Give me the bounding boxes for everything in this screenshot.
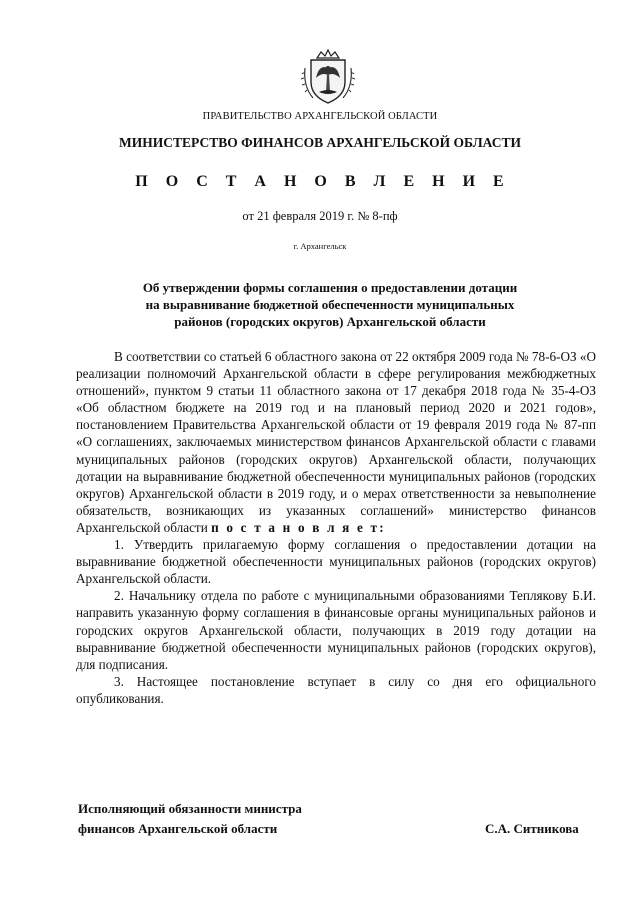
document-city: г. Архангельск [293, 241, 347, 251]
item-paragraph: 3. Настоящее постановление вступает в силу со дня его официального опубликования. [76, 673, 596, 706]
title-line: районов (городских округов) Архангельской области [174, 314, 486, 329]
document-type: П О С Т А Н О В Л Е Н И Е [135, 173, 511, 190]
title-line: Об утверждении формы соглашения о предоставлении дотации [142, 280, 518, 295]
item-paragraph: 1. Утвердить прилагаемую форму соглашения о предоставлении дотации на выравнивание бюджетной обеспеченности муниципальных районов (городских округов) Архангельской области. [76, 537, 596, 587]
signatory-position [78, 799, 302, 839]
resolves-colon: : [379, 519, 384, 535]
position-line: финансов Архангельской области [78, 821, 278, 836]
position-line: Исполняющий обязанности министра [78, 801, 302, 816]
signatory-name: С.А. Ситникова [485, 821, 579, 836]
title-line: на выравнивание бюджетной обеспеченности муниципальных [145, 297, 515, 312]
preamble-paragraph [76, 348, 596, 536]
coat-of-arms-icon [299, 48, 357, 106]
resolves-word: п о с т а н о в л я е т [211, 519, 380, 535]
preamble-text: В соответствии со статьей 6 областного закона от 22 октября 2009 года № 78-6-ОЗ «О реализации полномочий Архангельской области в сфере регулирования межбюджетных отношений», пунктом 9 статьи 11 областного закона от 17 декабря 2018 года № 35-4-ОЗ «Об областном бюджете на 2019 год и на плановый период 2020 и 2021 годов», постановлением Правительства Архангельской области от 19 февраля 2019 года № 87-пп «О соглашениях, заключаемых министерством финансов Архангельской области с главами муниципальных районов (городских округов) Архангельской области, получающих дотации на выравнивание бюджетной обеспеченности муниципальных районов (городских округов) Архангельской области в 2019 году, и о мерах ответственности за невыполнение обязательств, возникающих из указанных соглашений» министерство финансов Архангельской области [76, 349, 596, 535]
document-title [80, 279, 580, 330]
government-name: ПРАВИТЕЛЬСТВО АРХАНГЕЛЬСКОЙ ОБЛАСТИ [202, 111, 438, 122]
item-paragraph: 2. Начальнику отдела по работе с муниципальными образованиями Теплякову Б.И. направить указанную форму соглашения в финансовые органы муниципальных районов и городских округов Архангельской области, получающих в 2019 году дотации на выравнивание бюджетной обеспеченности муниципальных районов (городских округов), для подписания. [76, 588, 596, 672]
document-date-number: от 21 февраля 2019 г. № 8-пф [242, 209, 398, 223]
document-body [76, 348, 596, 707]
ministry-name: МИНИСТЕРСТВО ФИНАНСОВ АРХАНГЕЛЬСКОЙ ОБЛАСТИ [119, 135, 521, 150]
